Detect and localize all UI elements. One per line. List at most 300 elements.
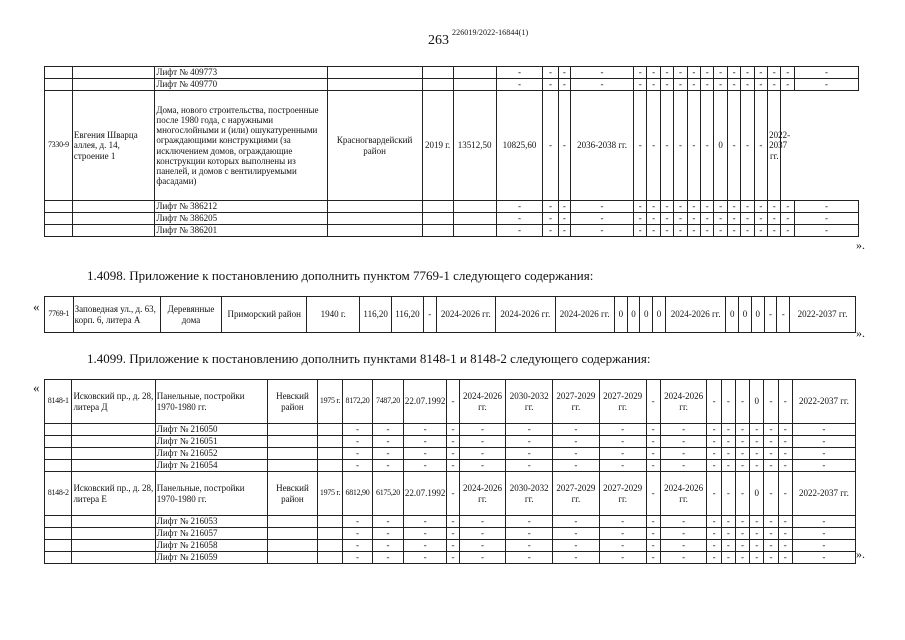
table-cell [72, 225, 155, 237]
table-cell: - [506, 424, 553, 436]
table-cell: - [707, 528, 721, 540]
table-cell: - [342, 436, 372, 448]
table-cell [267, 424, 318, 436]
table-row [45, 91, 859, 201]
table-cell: 2024-2026 гг. [459, 472, 506, 516]
table-cell: 0 [750, 380, 764, 424]
table-cell [45, 552, 72, 564]
table-cell: - [794, 225, 858, 237]
table-cell: 0 [714, 91, 727, 201]
table-cell: - [403, 436, 447, 448]
table-cell: - [459, 552, 506, 564]
table-cell: - [735, 516, 749, 528]
table-cell [318, 460, 342, 472]
table-cell: - [660, 91, 673, 201]
table-cell [422, 213, 453, 225]
table-cell [45, 225, 73, 237]
table-cell: - [721, 528, 735, 540]
district: Красногвардейский район [327, 91, 422, 201]
building-type: Панельные, постройки 1970-1980 гг. [155, 472, 267, 516]
table-cell: - [701, 67, 714, 79]
table-cell: - [741, 225, 754, 237]
address: Исковский пр., д. 28, литера Е [72, 472, 155, 516]
table-cell [318, 424, 342, 436]
table-cell: 116,20 [392, 297, 424, 333]
table-cell: - [403, 516, 447, 528]
table-cell: - [792, 516, 855, 528]
table-row [45, 436, 856, 448]
table-cell: - [553, 528, 600, 540]
table-cell: - [754, 225, 767, 237]
lift-name: Лифт № 386212 [155, 201, 327, 213]
table-cell: - [646, 460, 660, 472]
table-cell: 2024-2026 гг. [555, 297, 614, 333]
table-cell [453, 67, 496, 79]
area-total: 6812,90 [342, 472, 372, 516]
building-type: Панельные, постройки 1970-1980 гг. [155, 380, 267, 424]
page-header [0, 20, 905, 50]
opening-quote-3: « [33, 380, 40, 395]
table-cell: - [727, 201, 740, 213]
table-cell: - [447, 460, 459, 472]
table-cell: - [506, 516, 553, 528]
table-cell: 2027-2029 гг. [553, 380, 600, 424]
table-cell: - [778, 424, 792, 436]
area-living: 10825,60 [496, 91, 542, 201]
table-cell: - [768, 79, 781, 91]
table-cell: - [721, 448, 735, 460]
table-cell [327, 201, 422, 213]
table-cell: - [342, 460, 372, 472]
table-cell: - [342, 424, 372, 436]
table-cell: - [792, 436, 855, 448]
table-cell: - [778, 516, 792, 528]
table-cell: - [342, 552, 372, 564]
paragraph-1-4099: 1.4099. Приложение к постановлению дополнить пунктами 8148-1 и 8148-2 следующего содержания: [87, 351, 651, 366]
table-cell: - [754, 67, 767, 79]
table-cell: - [373, 424, 403, 436]
table-cell: - [599, 516, 646, 528]
table-cell: - [447, 424, 459, 436]
table-cell: - [741, 79, 754, 91]
table-cell: - [496, 213, 542, 225]
table-cell [453, 201, 496, 213]
closing-quote-2: ». [856, 326, 865, 340]
table-cell: - [735, 472, 749, 516]
table-cell: - [792, 448, 855, 460]
table-cell: - [459, 528, 506, 540]
table-cell: Заповедная ул., д. 63, корп. 6, литера А [73, 297, 160, 333]
table-cell: - [707, 516, 721, 528]
table-cell: - [750, 528, 764, 540]
table-cell: - [647, 225, 660, 237]
table-row [45, 201, 859, 213]
table-cell: - [781, 67, 794, 79]
table-cell: - [553, 460, 600, 472]
table-cell: - [646, 516, 660, 528]
table-cell: Приморский район [222, 297, 307, 333]
area-total: 13512,50 [453, 91, 496, 201]
lift-name: Лифт № 216058 [155, 540, 267, 552]
table-cell: - [701, 225, 714, 237]
table-cell: - [571, 225, 634, 237]
table-cell [327, 225, 422, 237]
table-cell: - [506, 540, 553, 552]
table-cell: - [403, 460, 447, 472]
table-cell: - [750, 516, 764, 528]
table-cell: - [342, 540, 372, 552]
table-cell: - [701, 79, 714, 91]
table-cell: 2030-2032 гг. [506, 472, 553, 516]
table-cell: - [543, 67, 558, 79]
table-cell: - [373, 516, 403, 528]
table-cell [45, 424, 72, 436]
table-cell: - [735, 380, 749, 424]
table-cell: - [721, 516, 735, 528]
table-cell [453, 213, 496, 225]
table-cell: 1940 г. [307, 297, 360, 333]
table-building-7330-9 [44, 66, 859, 237]
table-cell: - [750, 448, 764, 460]
table-cell: - [735, 552, 749, 564]
lift-name: Лифт № 216051 [155, 436, 267, 448]
table-cell: - [721, 380, 735, 424]
table-cell: - [764, 472, 778, 516]
table-cell [45, 79, 73, 91]
table-cell: 2024-2026 гг. [436, 297, 495, 333]
table-cell: - [735, 460, 749, 472]
table-cell: - [447, 380, 459, 424]
table-cell: - [403, 424, 447, 436]
table-cell: - [768, 213, 781, 225]
table-cell: - [778, 528, 792, 540]
table-cell: Деревянные дома [160, 297, 222, 333]
table-cell: - [558, 91, 570, 201]
table-cell: - [373, 448, 403, 460]
table-cell [453, 79, 496, 91]
table-cell: - [423, 297, 436, 333]
table-row [45, 213, 859, 225]
table-cell: - [660, 436, 707, 448]
table-cell: - [764, 448, 778, 460]
address: Евгения Шварца аллея, д. 14, строение 1 [72, 91, 155, 201]
row-number: 7330-9 [45, 91, 73, 201]
table-cell: - [599, 460, 646, 472]
table-cell [72, 528, 155, 540]
table-cell: - [764, 528, 778, 540]
table-cell: 2024-2026 гг. [665, 297, 726, 333]
table-cell: - [754, 213, 767, 225]
table-cell: - [660, 516, 707, 528]
page-number: 263 [428, 33, 449, 48]
table-cell: - [687, 201, 700, 213]
table-cell: - [794, 67, 858, 79]
table-cell: - [707, 424, 721, 436]
table-cell: - [558, 213, 570, 225]
table-cell: - [646, 436, 660, 448]
table-cell: - [778, 460, 792, 472]
table-cell [45, 516, 72, 528]
table-cell: - [373, 552, 403, 564]
date: 22.07.1992 [403, 472, 447, 516]
table-cell [318, 516, 342, 528]
table-cell: - [571, 67, 634, 79]
lift-name: Лифт № 409773 [155, 67, 327, 79]
table-cell: - [558, 225, 570, 237]
table-building-7769-1 [44, 296, 856, 333]
table-cell: 2024-2026 гг. [660, 380, 707, 424]
row-number: 8148-1 [45, 380, 72, 424]
table-cell [72, 213, 155, 225]
table-cell: - [403, 448, 447, 460]
table-cell: - [634, 225, 647, 237]
table-cell: - [543, 213, 558, 225]
table-cell: - [707, 472, 721, 516]
table-cell: - [687, 213, 700, 225]
table-cell: - [764, 380, 778, 424]
table-cell: - [764, 297, 777, 333]
table-cell: - [714, 213, 727, 225]
table-row [45, 540, 856, 552]
table-cell: - [660, 552, 707, 564]
table-cell: 0 [739, 297, 752, 333]
table-cell: - [647, 67, 660, 79]
lift-name: Лифт № 216050 [155, 424, 267, 436]
table-row [45, 472, 856, 516]
table-cell: - [646, 380, 660, 424]
district: Невский район [267, 380, 318, 424]
lift-name: Лифт № 216054 [155, 460, 267, 472]
table-cell: - [750, 460, 764, 472]
table-cell: - [647, 91, 660, 201]
table-cell: - [792, 552, 855, 564]
table-row [45, 528, 856, 540]
table-cell [45, 213, 73, 225]
table-cell: - [735, 448, 749, 460]
table-cell [422, 225, 453, 237]
table-row [45, 380, 856, 424]
table-cell: - [707, 436, 721, 448]
table-cell: - [714, 225, 727, 237]
table-cell: - [674, 79, 687, 91]
table-cell: - [792, 528, 855, 540]
table-cell: - [506, 528, 553, 540]
table-cell: - [373, 460, 403, 472]
table-cell: - [778, 380, 792, 424]
table-cell: - [794, 213, 858, 225]
table-cell: - [553, 448, 600, 460]
table-cell: - [687, 91, 700, 201]
table-cell: - [735, 424, 749, 436]
table-cell: - [660, 213, 673, 225]
table-cell: - [634, 201, 647, 213]
table-cell [267, 460, 318, 472]
table-cell: - [660, 225, 673, 237]
table-cell: - [496, 67, 542, 79]
table-cell: - [459, 540, 506, 552]
table-row [45, 516, 856, 528]
table-row [45, 225, 859, 237]
table-cell: 116,20 [360, 297, 392, 333]
table-cell: - [674, 225, 687, 237]
table-cell [267, 516, 318, 528]
table-cell: - [764, 436, 778, 448]
table-cell: 2024-2026 гг. [660, 472, 707, 516]
table-cell: - [714, 79, 727, 91]
opening-quote-2: « [33, 299, 40, 314]
table-cell: - [373, 436, 403, 448]
table-cell [267, 436, 318, 448]
table-cell: - [553, 552, 600, 564]
date: 22.07.1992 [403, 380, 447, 424]
table-cell [72, 448, 155, 460]
table-cell: - [794, 79, 858, 91]
area-living: 7487,20 [373, 380, 403, 424]
table-cell: - [646, 448, 660, 460]
table-cell: - [778, 472, 792, 516]
table-cell: - [447, 552, 459, 564]
table-cell: 0 [614, 297, 627, 333]
table-cell: - [558, 201, 570, 213]
building-type: Дома, нового строительства, построенные после 1980 года, с наружными многослойными и (или) ошукатуренными ограждающими конструкциями (за исключением домов, ограждающие конструкции которых выполнены из панелей, и домов с вентилируемыми фасадами) [155, 91, 327, 201]
table-cell [72, 552, 155, 564]
table-cell: - [707, 380, 721, 424]
table-cell [267, 448, 318, 460]
table-cell: 0 [640, 297, 653, 333]
table-cell: - [714, 67, 727, 79]
table-row [45, 79, 859, 91]
table-cell: - [764, 460, 778, 472]
table-cell: - [778, 540, 792, 552]
table-cell: - [754, 91, 767, 201]
lift-name: Лифт № 216052 [155, 448, 267, 460]
table-cell: - [674, 213, 687, 225]
table-cell: - [754, 201, 767, 213]
table-cell: - [768, 67, 781, 79]
table-cell: - [447, 540, 459, 552]
table-cell: - [571, 79, 634, 91]
table-cell: - [741, 67, 754, 79]
table-cell: - [646, 540, 660, 552]
area-total: 8172,20 [342, 380, 372, 424]
table-cell: - [674, 201, 687, 213]
table-cell [72, 79, 155, 91]
table-cell [72, 540, 155, 552]
table-cell: - [778, 552, 792, 564]
table-cell: - [599, 424, 646, 436]
lift-name: Лифт № 216053 [155, 516, 267, 528]
table-cell: - [735, 436, 749, 448]
table-cell: - [543, 225, 558, 237]
table-cell: - [721, 436, 735, 448]
table-cell: - [459, 448, 506, 460]
table-cell: - [506, 460, 553, 472]
table-cell: - [634, 213, 647, 225]
table-cell: 2027-2029 гг. [553, 472, 600, 516]
table-cell: - [750, 424, 764, 436]
table-cell: - [553, 540, 600, 552]
table-cell: - [792, 460, 855, 472]
table-cell: - [496, 201, 542, 213]
table-cell: - [447, 436, 459, 448]
table-cell: - [660, 528, 707, 540]
table-cell [45, 460, 72, 472]
table-cell [267, 540, 318, 552]
table-cell [318, 528, 342, 540]
table-cell [327, 79, 422, 91]
table-cell: - [571, 201, 634, 213]
table-cell: - [599, 448, 646, 460]
table-cell: - [459, 460, 506, 472]
table-cell: - [646, 424, 660, 436]
table-cell [72, 460, 155, 472]
table-cell [327, 213, 422, 225]
table-cell: 2022-2037 гг. [790, 297, 856, 333]
table-cell: - [543, 79, 558, 91]
table-cell: - [646, 552, 660, 564]
table-cell: - [634, 67, 647, 79]
table-cell: - [707, 552, 721, 564]
document-code: 226019/2022-16844(1) [452, 28, 529, 37]
table-cell [72, 424, 155, 436]
table-cell [318, 552, 342, 564]
table-row [45, 67, 859, 79]
table-cell: - [701, 91, 714, 201]
build-year: 2019 г. [422, 91, 453, 201]
table-cell: - [764, 516, 778, 528]
table-cell: - [599, 540, 646, 552]
table-cell: - [634, 79, 647, 91]
table-cell: - [373, 540, 403, 552]
lift-name: Лифт № 386205 [155, 213, 327, 225]
table-cell: - [727, 79, 740, 91]
table-cell: - [660, 67, 673, 79]
table-cell [72, 201, 155, 213]
table-cell [45, 528, 72, 540]
table-cell [422, 79, 453, 91]
table-cell: 2027-2029 гг. [599, 472, 646, 516]
table-cell: - [599, 552, 646, 564]
table-cell: - [459, 436, 506, 448]
table-cell [45, 201, 73, 213]
table-cell: - [674, 67, 687, 79]
closing-quote-1: ». [856, 238, 865, 252]
table-cell: 2027-2029 гг. [599, 380, 646, 424]
table-cell [318, 436, 342, 448]
table-cell: - [646, 472, 660, 516]
table-cell [318, 448, 342, 460]
table-cell: - [660, 460, 707, 472]
row-number: 8148-2 [45, 472, 72, 516]
table-cell: 7769-1 [45, 297, 74, 333]
table-cell: - [553, 424, 600, 436]
table-cell: - [721, 472, 735, 516]
table-cell: - [342, 528, 372, 540]
table-cell: - [727, 213, 740, 225]
table-cell: - [727, 91, 740, 201]
table-cell: - [794, 201, 858, 213]
table-cell: - [496, 225, 542, 237]
lift-name: Лифт № 409770 [155, 79, 327, 91]
table-cell: - [701, 213, 714, 225]
table-cell: - [571, 213, 634, 225]
table-cell: - [768, 225, 781, 237]
final-period: 2022-2037 гг. [792, 380, 855, 424]
table-cell: - [735, 528, 749, 540]
table-cell: - [721, 540, 735, 552]
table-row [45, 552, 856, 564]
table-cell: - [447, 516, 459, 528]
